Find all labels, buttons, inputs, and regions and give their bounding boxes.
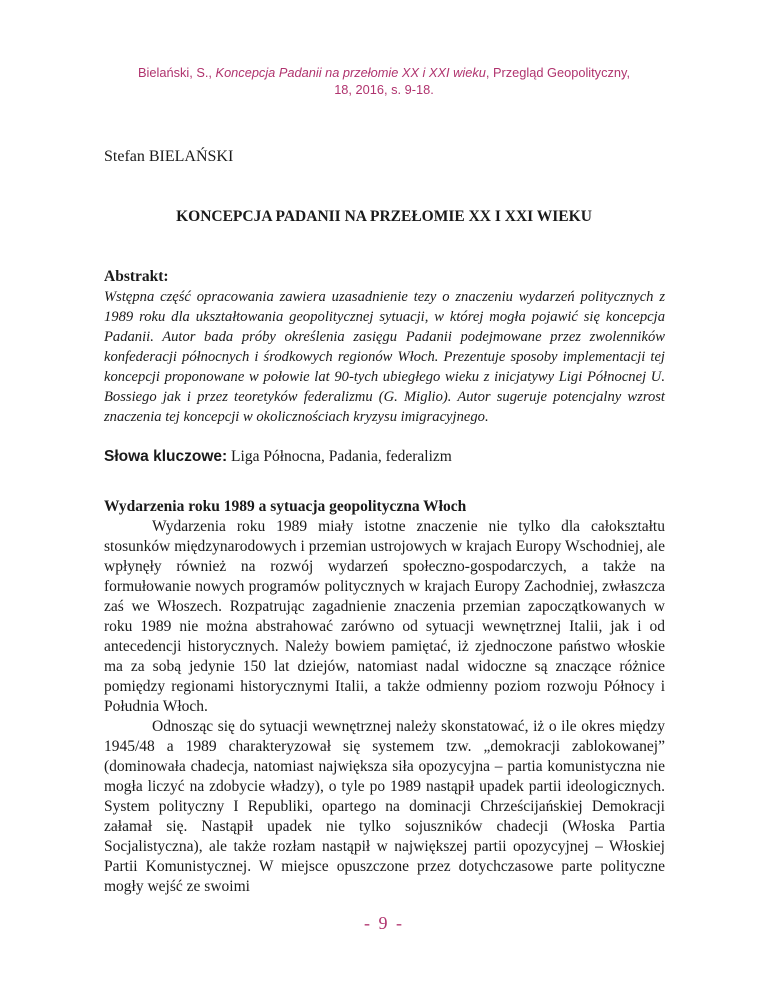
abstract-heading: Abstrakt:	[104, 268, 169, 285]
section-block	[104, 497, 665, 897]
author-name: Stefan BIELAŃSKI	[104, 148, 234, 165]
body-paragraph: Odnosząc się do sytuacji wewnętrznej należy skonstatować, iż o ile okres między 1945/48 a 1989 charakteryzował się systemem tzw. „demokracji zablokowanej” (dominowała chadecja, natomiast największa siła opozycyjna – partia komunistyczna nie mogła liczyć na zdobycie władzy), o tyle po 1989 nastąpił upadek partii ideologicznych. System polityczny I Republiki, opartego na dominacji Chrześcijańskiej Demokracji załamał się. Nastąpił upadek nie tylko sojuszników chadecji (Włoska Partia Socjalistyczna), ale także rozłam nastąpił w największej partii opozycyjnej – Włoskiej Partii Komunistycznej. W miejsce opuszczone przez dotychczasowe parte polityczne mogły wejść ze swoimi	[104, 718, 665, 895]
abstract-text: Wstępna część opracowania zawiera uzasadnienie tezy o znaczeniu wydarzeń politycznych z 1989 roku dla ukształtowania geopolitycznej sytuacji, w której mogła pojawić się koncepcja Padanii. Autor bada próby określenia zasięgu Padanii podejmowane przez zwolenników konfederacji północnych i środkowych regionów Włoch. Prezentuje sposoby implementacji tej koncepcji proponowane w połowie lat 90-tych ubiegłego wieku z inicjatywy Ligi Północnej U. Bossiego jak i przez teoretyków federalizmu (G. Miglio). Autor sugeruje potencjalny wzrost znaczenia tej koncepcji w okolicznościach kryzysu imigracyjnego.	[104, 289, 665, 425]
body-paragraph: Wydarzenia roku 1989 miały istotne znaczenie nie tylko dla całokształtu stosunków międzynarodowych i przemian ustrojowych w krajach Europy Wschodniej, ale wpłynęły również na rozwój wydarzeń społeczno-gospodarczych, a także na formułowanie nowych programów politycznych w krajach Europy Zachodniej, zwłaszcza zaś we Włoszech. Rozpatrując zagadnienie znaczenia przemian zapoczątkowanych w roku 1989 nie można abstrahować zarówno od sytuacji wewnętrznej Italii, jak i od antecedencji historycznych. Należy bowiem pamiętać, iż zjednoczone państwo włoskie ma za sobą jedynie 150 lat dziejów, natomiast nadal widoczne są znaczące różnice pomiędzy regionami historycznymi Italii, a także odmienny poziom rozwoju Północy i Południa Włoch.	[104, 518, 665, 715]
citation-issue: 18, 2016, s. 9-18.	[334, 82, 434, 97]
section-heading: Wydarzenia roku 1989 a sytuacja geopolityczna Włoch	[104, 498, 467, 515]
article-title: KONCEPCJA PADANII NA PRZEŁOMIE XX I XXI WIEKU	[176, 208, 592, 225]
citation-authors: Bielański, S.,	[138, 65, 216, 80]
citation-title: Koncepcja Padanii na przełomie XX i XXI wieku	[215, 65, 486, 80]
abstract-block	[104, 267, 665, 427]
citation-header	[60, 64, 708, 98]
keywords-label: Słowa kluczowe:	[104, 448, 228, 465]
keywords-line	[104, 447, 665, 467]
page-number: - 9 -	[364, 913, 404, 933]
keywords-value: Liga Północna, Padania, federalizm	[227, 448, 452, 465]
citation-journal: , Przegląd Geopolityczny,	[485, 65, 630, 80]
